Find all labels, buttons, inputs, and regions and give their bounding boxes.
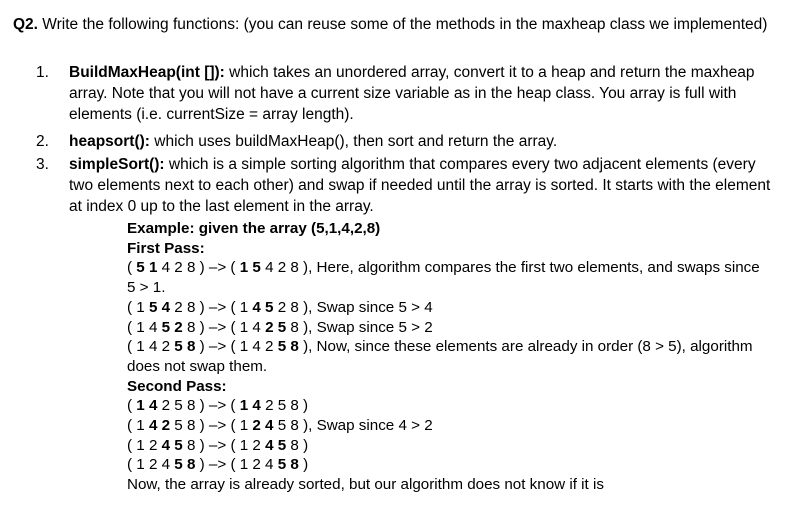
step-text: 5 8 ) –> ( 1: [170, 417, 253, 435]
step-text: ) –> ( 1 2 4: [195, 456, 278, 474]
list-item-number: 3.: [36, 156, 49, 173]
result-pair: 5 8: [277, 338, 299, 356]
result-pair: 4 5: [265, 436, 287, 454]
step-text: 8 ): [286, 436, 309, 454]
second-pass-step-4: [127, 455, 767, 475]
step-text: ): [298, 456, 309, 474]
function-name: simpleSort():: [69, 156, 165, 173]
step-text: 2 8 ), Swap since 5 > 4: [273, 298, 433, 316]
step-text: ( 1 4 2: [127, 338, 175, 356]
compared-pair: 4 5: [161, 436, 183, 454]
step-text: 4 2 8 ), Here, algorithm compares the first two elements, and swaps since 5 > 1.: [127, 259, 760, 297]
compared-pair: 1 4: [136, 397, 158, 415]
list-item-body: [69, 154, 774, 217]
step-text: 8 ), Swap since 5 > 2: [286, 318, 433, 336]
first-pass-heading: [127, 239, 767, 259]
result-pair: 2 4: [252, 417, 274, 435]
function-name: BuildMaxHeap(int []):: [69, 64, 225, 81]
step-text: 8 ) –> ( 1 4: [182, 318, 266, 336]
list-item-body: [69, 62, 774, 125]
first-pass-step-3: [127, 318, 767, 338]
second-pass-step-1: [127, 396, 767, 416]
question-statement: [13, 14, 773, 35]
question-label: Q2.: [13, 16, 38, 33]
list-item-number: 2.: [36, 133, 49, 150]
first-pass-step-1: [127, 258, 767, 297]
step-text: 2 5 8 ) –> (: [157, 397, 240, 415]
compared-pair: 4 2: [148, 417, 171, 435]
compared-pair: 5 4: [148, 298, 171, 316]
function-description: which takes an unordered array, convert it to a heap and return the maxheap array. Note that you will not have a current size variable as in the heap class. You array is full with elements (i.e. currentSize = array length).: [69, 64, 755, 123]
result-pair: 1 5: [239, 259, 261, 277]
step-text: 5 8 ), Swap since 4 > 2: [273, 417, 433, 435]
second-pass-heading: [127, 377, 767, 397]
step-text: ( 1 2 4: [127, 456, 175, 474]
example-heading-text: Example: given the array (5,1,4,2,8): [127, 220, 381, 237]
step-text: 2 8 ) –> ( 1: [170, 298, 253, 316]
function-name: heapsort():: [69, 133, 150, 150]
second-pass-heading-text: Second Pass:: [127, 377, 227, 395]
step-text: ), Now, since these elements are already in order (8 > 5), algorithm does not swap them.: [127, 338, 753, 375]
second-pass-step-2: [127, 416, 767, 436]
step-text: ( 1: [127, 417, 149, 435]
first-pass-step-2: [127, 298, 767, 318]
compared-pair: 5 1: [136, 259, 158, 277]
example-block: [127, 219, 767, 495]
question-text: Write the following functions: (you can reuse some of the methods in the maxheap class we implemented): [37, 16, 768, 33]
compared-pair: 5 8: [174, 338, 196, 356]
first-pass-heading-text: First Pass:: [127, 239, 205, 257]
second-pass-step-3: [127, 436, 767, 456]
step-text: ( 1: [127, 298, 149, 316]
step-text: ( 1 2: [127, 436, 162, 454]
list-item-body: [69, 131, 774, 152]
result-pair: 1 4: [239, 397, 261, 415]
step-text: 2 5 8 ): [260, 397, 309, 415]
step-text: ) –> ( 1 4 2: [195, 338, 278, 356]
function-description: which uses buildMaxHeap(), then sort and return the array.: [149, 133, 558, 150]
step-text: (: [127, 259, 137, 277]
step-text: 8 ) –> ( 1 2: [182, 436, 266, 454]
first-pass-step-4: [127, 337, 767, 376]
function-description: which is a simple sorting algorithm that compares every two adjacent elements (every two elements next to each other) and swap if needed until the array is sorted. It starts with the element at index 0 up to the last element in the array.: [69, 156, 771, 215]
example-heading: [127, 219, 767, 239]
result-pair: 4 5: [252, 298, 274, 316]
step-text: 4 2 8 ) –> (: [157, 259, 240, 277]
result-pair: 5 8: [277, 456, 299, 474]
compared-pair: 5 2: [161, 318, 183, 336]
compared-pair: 5 8: [174, 456, 196, 474]
list-item-number: 1.: [36, 64, 49, 81]
step-text: (: [127, 397, 137, 415]
closing-sentence: Now, the array is already sorted, but our algorithm does not know if it is: [127, 476, 604, 494]
result-pair: 2 5: [265, 318, 287, 336]
step-text: ( 1 4: [127, 318, 162, 336]
